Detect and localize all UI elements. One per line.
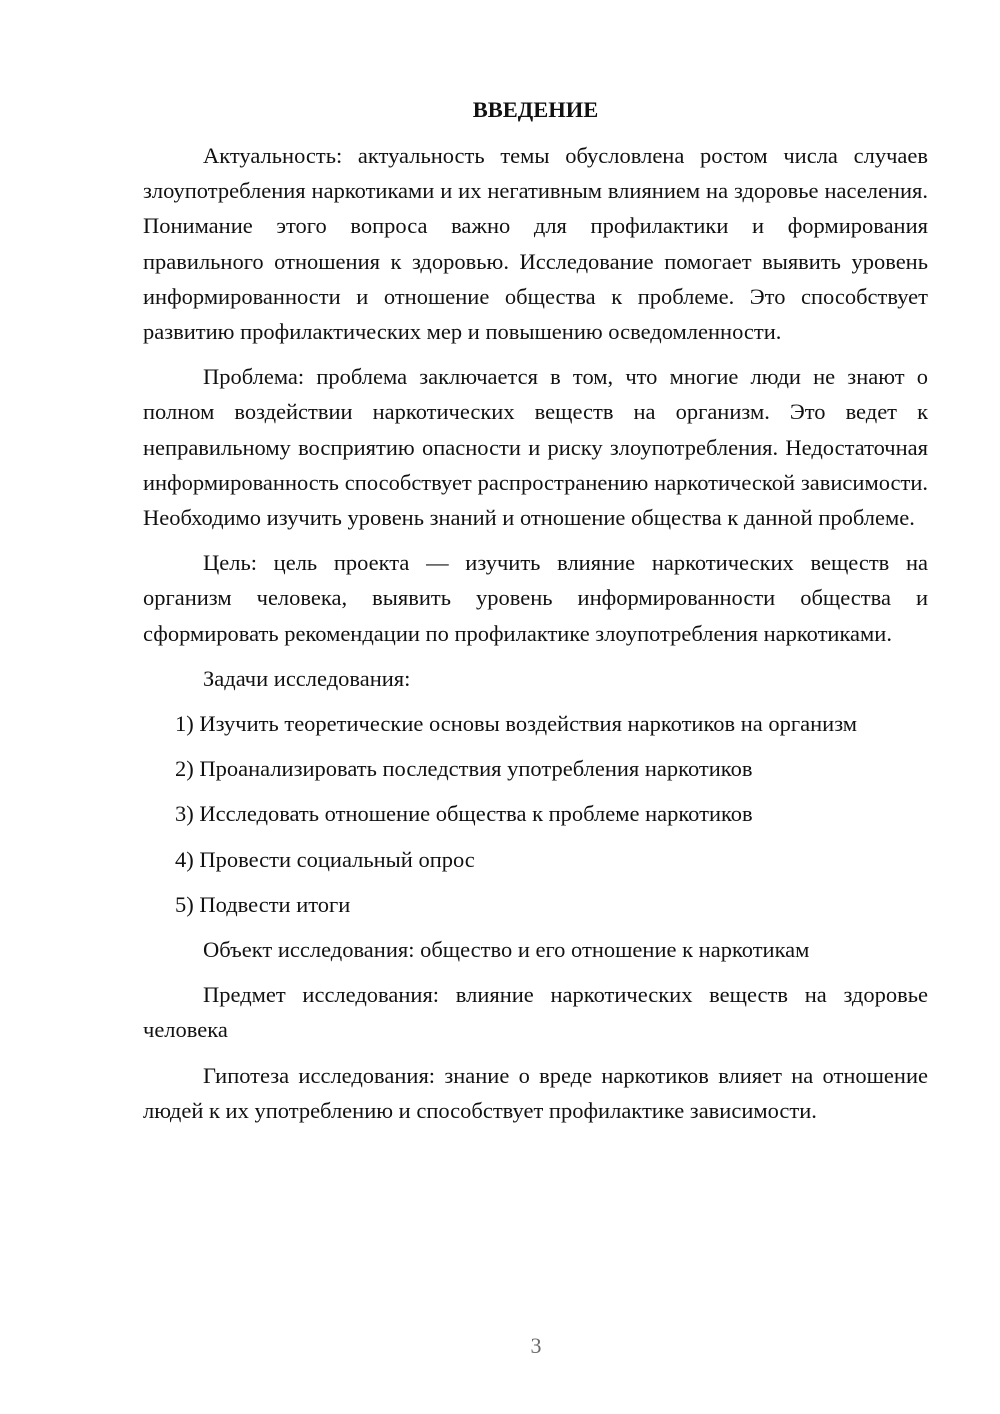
relevance-paragraph: Актуальность: актуальность темы обусловлена ростом числа случаев злоупотребления наркотиками и их негативным влиянием на здоровье населения. Понимание этого вопроса важно для профилактики и формирования правильного отношения к здоровью. Исследование помогает выявить уровень информированности и отношение общества к проблеме. Это способствует развитию профилактических мер и повышению осведомленности.: [143, 143, 928, 345]
task-item-1: 1) Изучить теоретические основы воздействия наркотиков на организм: [175, 711, 857, 737]
page-number: 3: [530, 1333, 542, 1358]
task-item-5: 5) Подвести итоги: [175, 891, 351, 917]
task-item-2: 2) Проанализировать последствия употребления наркотиков: [175, 756, 753, 782]
object-paragraph: Объект исследования: общество и его отношение к наркотикам: [203, 937, 810, 963]
task-item-3: 3) Исследовать отношение общества к проблеме наркотиков: [175, 801, 753, 827]
subject-paragraph: Предмет исследования: влияние наркотических веществ на здоровье человека: [143, 982, 928, 1043]
task-item-4: 4) Провести социальный опрос: [175, 846, 475, 872]
goal-paragraph: Цель: цель проекта — изучить влияние наркотических веществ на организм человека, выявить уровень информированности общества и сформировать рекомендации по профилактике злоупотребления наркотиками.: [143, 550, 928, 646]
hypothesis-paragraph: Гипотеза исследования: знание о вреде наркотиков влияет на отношение людей к их употреблению и способствует профилактике зависимости.: [143, 1062, 928, 1123]
page-content: [143, 92, 928, 1138]
problem-paragraph: Проблема: проблема заключается в том, что многие люди не знают о полном воздействии наркотических веществ на организм. Это ведет к неправильному восприятию опасности и риску злоупотребления. Недостаточная информированность способствует распространению наркотической зависимости. Необходимо изучить уровень знаний и отношение общества к данной проблеме.: [143, 364, 928, 531]
tasks-heading: Задачи исследования:: [203, 665, 411, 691]
section-title: ВВЕДЕНИЕ: [472, 97, 599, 122]
